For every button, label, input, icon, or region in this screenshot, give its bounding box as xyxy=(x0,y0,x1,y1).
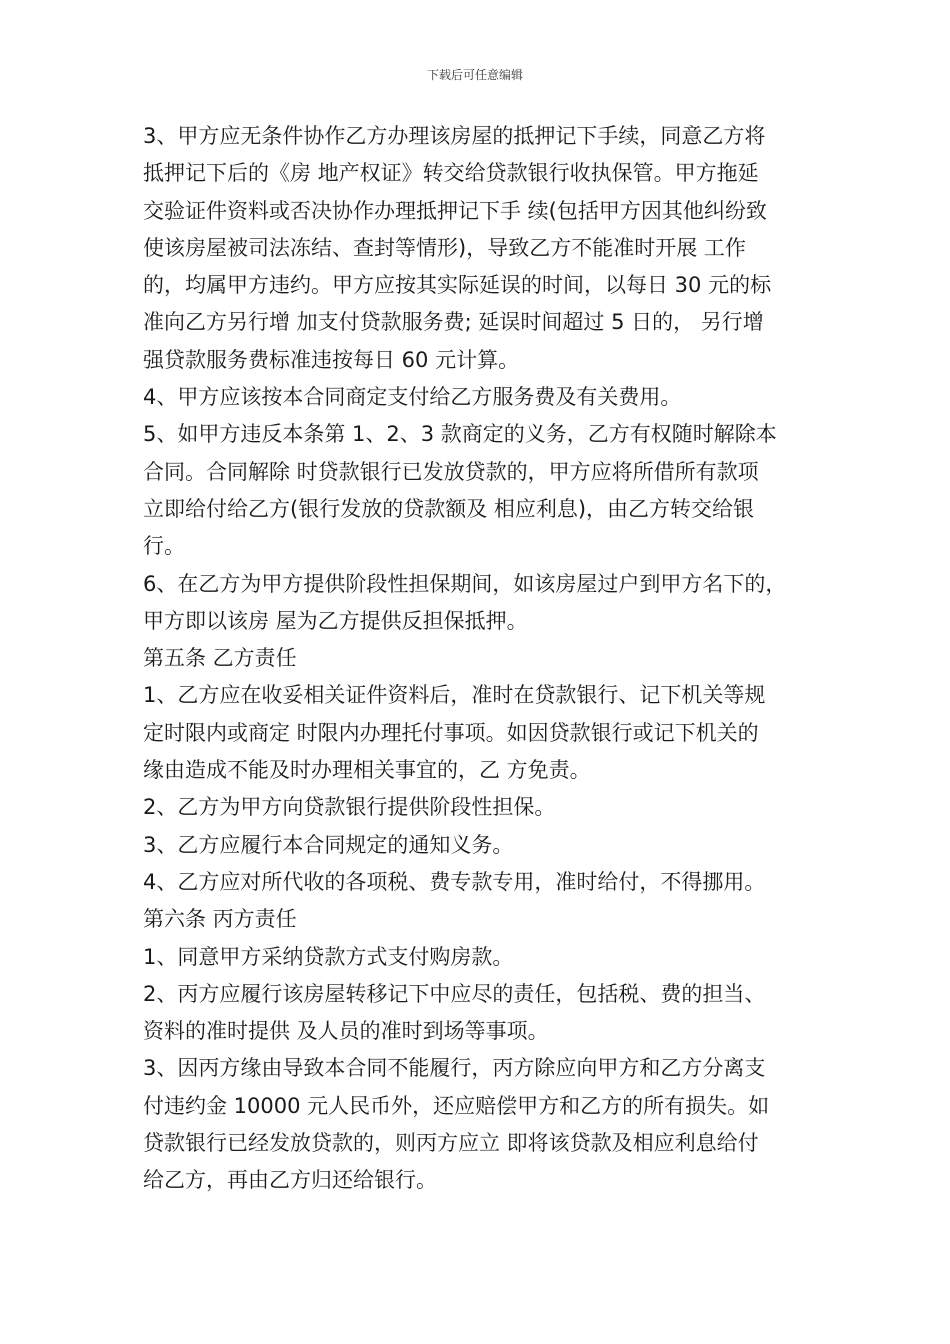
text-line: 定时限内或商定 时限内办理托付事项。如因贷款银行或记下机关的 xyxy=(143,720,759,745)
text-line: 4、甲方应该按本合同商定支付给乙方服务费及有关费用。 xyxy=(143,385,682,410)
text-line: 3、甲方应无条件协作乙方办理该房屋的抵押记下手续，同意乙方将 xyxy=(143,124,766,148)
text-line: 3、乙方应履行本合同规定的通知义务。 xyxy=(143,832,514,857)
page-header: 下载后可任意编辑 xyxy=(426,68,523,82)
text-line: 1、乙方应在收妥相关证件资料后，准时在贷款银行、记下机关等规 xyxy=(143,683,766,708)
text-line: 缘由造成不能及时办理相关事宜的，乙 方免责。 xyxy=(143,758,591,783)
text-line: 使该房屋被司法冻结、查封等情形)，导致乙方不能准时开展 工作 xyxy=(143,235,746,260)
text-line: 6、在乙方为甲方提供阶段性担保期间，如该房屋过户到甲方名下的， xyxy=(143,571,787,596)
text-line: 立即给付给乙方(银行发放的贷款额及 相应利息)，由乙方转交给银 xyxy=(143,496,755,521)
text-line: 5、如甲方违反本条第 1、2、3 款商定的义务，乙方有权随时解除本 xyxy=(143,422,777,447)
text-line: 3、因丙方缘由导致本合同不能履行，丙方除应向甲方和乙方分离支 xyxy=(143,1056,766,1081)
text-line: 抵押记下后的《房 地产权证》转交给贷款银行收执保管。甲方拖延 xyxy=(143,161,759,186)
text-line: 的，均属甲方违约。甲方应按其实际延误的时间，以每日 30 元的标 xyxy=(143,273,772,298)
text-line: 甲方即以该房 屋为乙方提供反担保抵押。 xyxy=(143,608,528,633)
text-line: 准向乙方另行增 加支付贷款服务费; 延误时间超过 5 日的， 另行增 xyxy=(143,310,764,335)
text-line: 贷款银行已经发放贷款的，则丙方应立 即将该贷款及相应利息给付 xyxy=(143,1131,759,1156)
section-heading: 第五条 乙方责任 xyxy=(143,646,297,671)
document-body xyxy=(143,118,819,1200)
text-line: 4、乙方应对所代收的各项税、费专款专用，准时给付，不得挪用。 xyxy=(143,869,766,894)
text-line: 2、乙方为甲方向贷款银行提供阶段性担保。 xyxy=(143,795,556,820)
text-line: 2、丙方应履行该房屋转移记下中应尽的责任，包括税、费的担当、 xyxy=(143,981,766,1006)
text-line: 给乙方，再由乙方归还给银行。 xyxy=(143,1168,437,1193)
text-line: 合同。合同解除 时贷款银行已发放贷款的，甲方应将所借所有款项 xyxy=(143,459,759,484)
text-line: 行。 xyxy=(143,534,185,559)
text-line: 资料的准时提供 及人员的准时到场等事项。 xyxy=(143,1019,549,1044)
section-heading: 第六条 丙方责任 xyxy=(143,907,297,932)
text-line: 强贷款服务费标准违按每日 60 元计算。 xyxy=(143,347,520,372)
text-line: 付违约金 10000 元人民币外，还应赔偿甲方和乙方的所有损失。如 xyxy=(143,1093,770,1118)
text-line: 1、同意甲方采纳贷款方式支付购房款。 xyxy=(143,944,514,969)
text-line: 交验证件资料或否决协作办理抵押记下手 续(包括甲方因其他纠纷致 xyxy=(143,198,767,223)
